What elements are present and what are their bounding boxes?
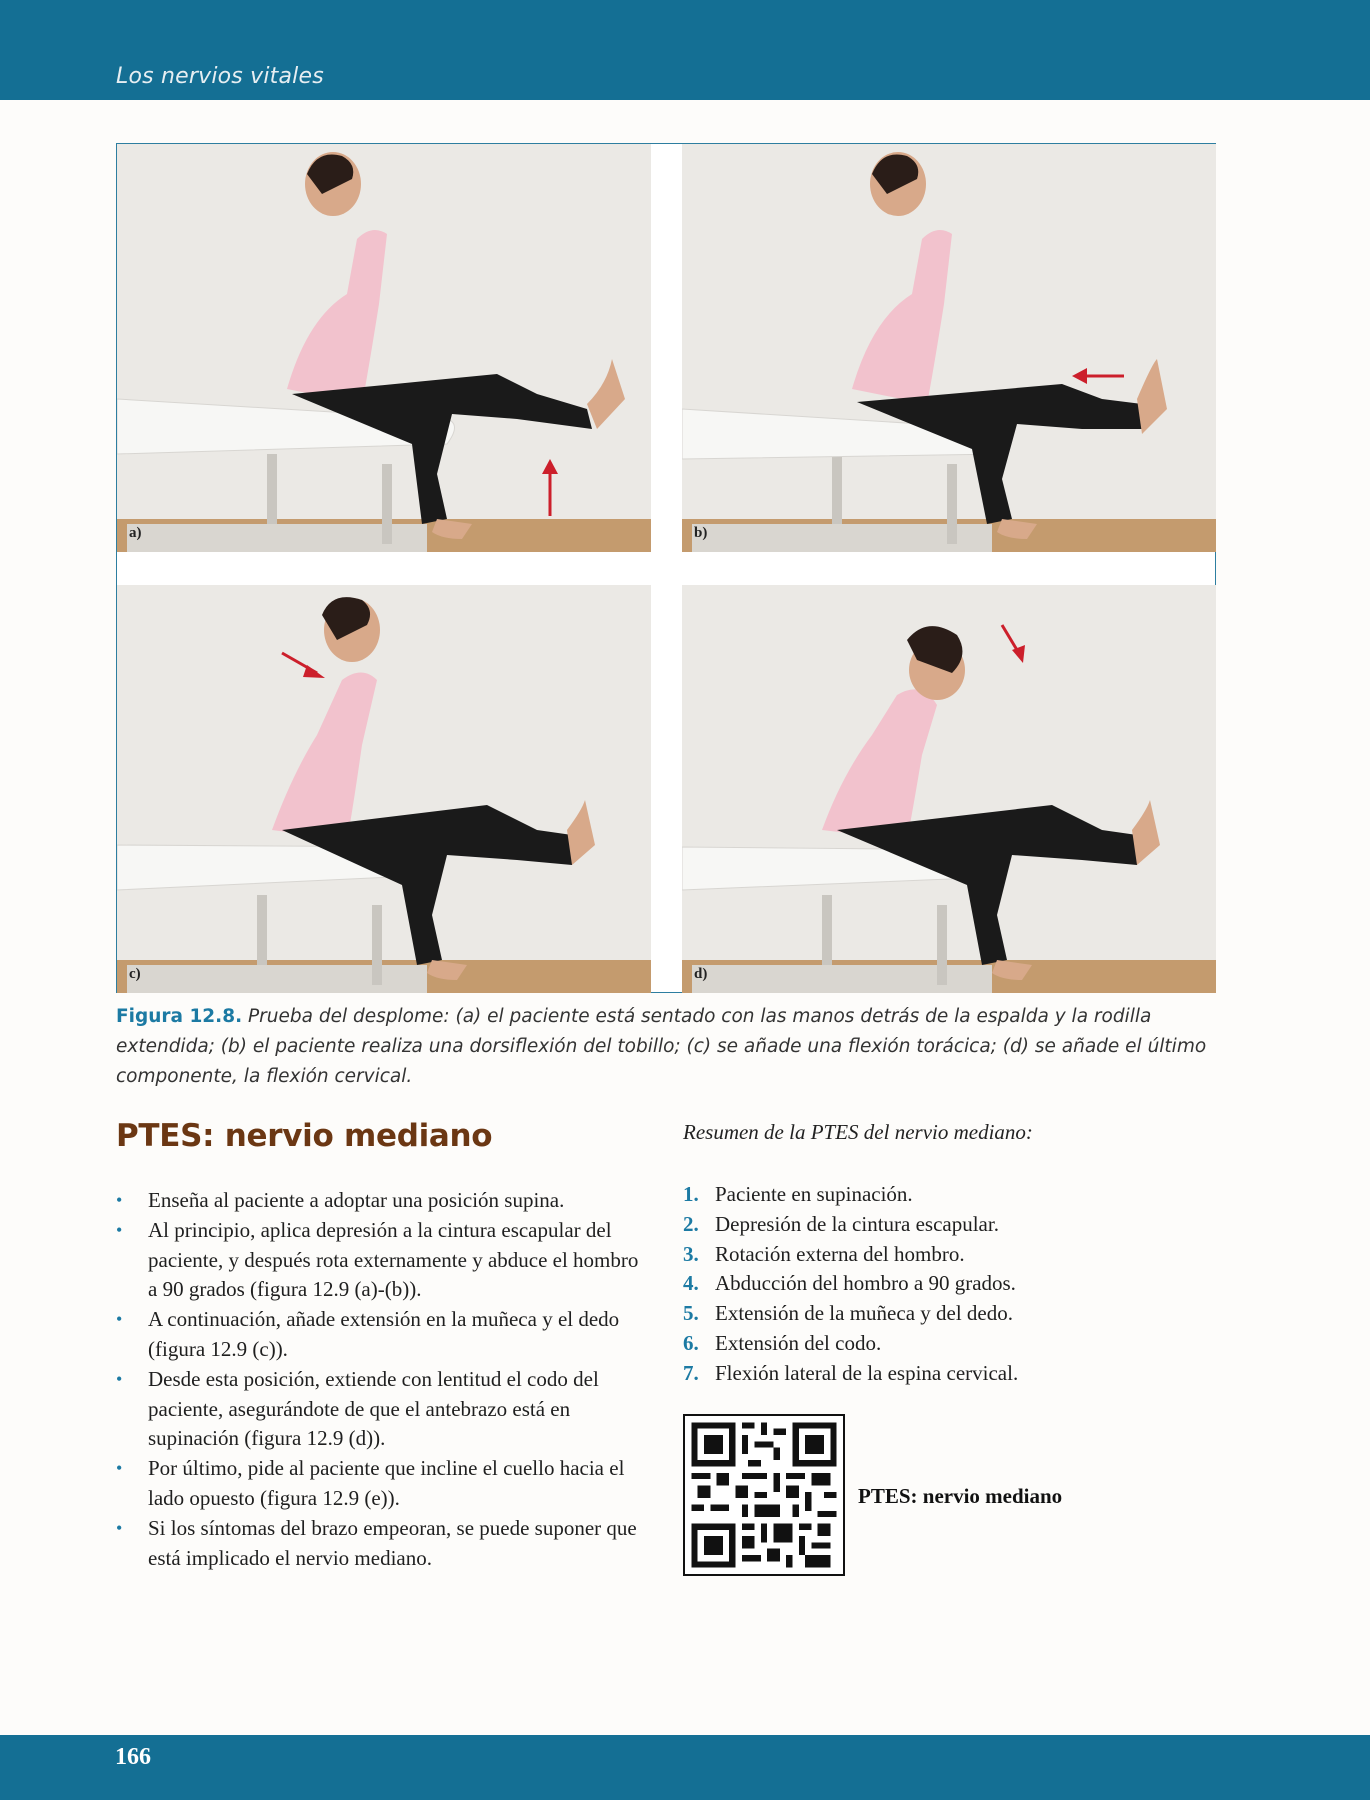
photo-thoracic-flexion	[117, 585, 651, 993]
photo-panel-a	[117, 144, 651, 552]
step-text: Abducción del hombro a 90 grados.	[715, 1271, 1016, 1296]
panel-label: c)	[129, 966, 141, 982]
photo-ankle-dorsiflexion	[682, 144, 1216, 552]
step-text: Extensión del codo.	[715, 1330, 882, 1355]
running-title: Los nervios vitales	[116, 64, 324, 89]
step-text: Rotación externa del hombro.	[715, 1241, 965, 1266]
figure-caption	[116, 1002, 1226, 1092]
list-item-text: Si los síntomas del brazo empeoran, se puede suponer que está implicado el nervio mediano.	[148, 1515, 637, 1570]
list-item-text: A continuación, añade extensión en la muñeca y el dedo (figura 12.9 (c)).	[148, 1307, 620, 1361]
photo-panel-c	[117, 585, 651, 993]
list-item-text: Al principio, aplica depresión a la cintura escapular del paciente, y después rota externamente y abduce el hombro a 90 grados (figura 12.9 (a)-(b)).	[148, 1217, 639, 1302]
qr-code[interactable]	[683, 1414, 845, 1576]
caption-label: Figura 12.8.	[116, 1006, 243, 1027]
list-item	[683, 1210, 1223, 1240]
bullet-icon: •	[116, 1190, 123, 1210]
footer-band	[0, 1735, 1370, 1800]
list-item	[683, 1359, 1223, 1389]
step-number: 7.	[683, 1360, 699, 1385]
list-item	[116, 1365, 646, 1454]
panel-label: a)	[129, 525, 142, 541]
list-item	[116, 1216, 646, 1305]
step-number: 6.	[683, 1330, 699, 1355]
list-item-text: Desde esta posición, extiende con lentitud el codo del paciente, asegurándote de que el antebrazo está en supinación (figura 12.9 (d)).	[148, 1366, 599, 1451]
list-item-text: Enseña al paciente a adoptar una posición supina.	[148, 1188, 565, 1212]
photo-panel-b	[682, 144, 1216, 552]
step-text: Paciente en supinación.	[715, 1182, 913, 1206]
step-number: 1.	[683, 1182, 699, 1206]
list-item	[116, 1514, 646, 1574]
list-item	[683, 1299, 1223, 1329]
step-text: Extensión de la muñeca y del dedo.	[715, 1301, 1013, 1326]
figure-12-8	[116, 143, 1216, 993]
list-item	[116, 1454, 646, 1514]
step-number: 3.	[683, 1241, 699, 1266]
list-item-text: Por último, pide al paciente que incline el cuello hacia el lado opuesto (figura 12.9 (e)).	[148, 1456, 625, 1510]
step-number: 2.	[683, 1211, 699, 1236]
list-item	[683, 1269, 1223, 1299]
procedure-bullet-list	[116, 1186, 646, 1573]
step-text: Depresión de la cintura escapular.	[715, 1211, 999, 1236]
photo-seated-leg-extended	[117, 144, 651, 552]
bullet-icon: •	[116, 1517, 123, 1538]
caption-text: Prueba del desplome: (a) el paciente está sentado con las manos detrás de la espalda y la rodilla extendida; (b) el paciente realiza una dorsiflexión del tobillo; (c) se añade una flexión torácica; (d) se añade el último componente, la flexión cervical.	[116, 1006, 1207, 1087]
list-item	[683, 1180, 1223, 1210]
section-heading: PTES: nervio mediano	[116, 1118, 493, 1154]
qr-caption: PTES: nervio mediano	[858, 1484, 1063, 1508]
list-item	[116, 1186, 646, 1216]
photo-panel-d	[682, 585, 1216, 993]
panel-label: b)	[694, 525, 708, 541]
page-number: 166	[115, 1744, 151, 1770]
bullet-icon: •	[116, 1368, 123, 1389]
summary-numbered-list	[683, 1180, 1223, 1389]
list-item	[683, 1240, 1223, 1270]
list-item	[116, 1305, 646, 1365]
list-item	[683, 1329, 1223, 1359]
panel-label: d)	[694, 966, 708, 982]
step-number: 4.	[683, 1271, 699, 1296]
summary-title: Resumen de la PTES del nervio mediano:	[683, 1120, 1033, 1144]
photo-cervical-flexion	[682, 585, 1216, 993]
bullet-icon: •	[116, 1219, 123, 1240]
bullet-icon: •	[116, 1309, 123, 1330]
step-number: 5.	[683, 1301, 699, 1326]
step-text: Flexión lateral de la espina cervical.	[715, 1360, 1019, 1385]
qr-code-icon	[685, 1416, 843, 1574]
bullet-icon: •	[116, 1458, 123, 1479]
